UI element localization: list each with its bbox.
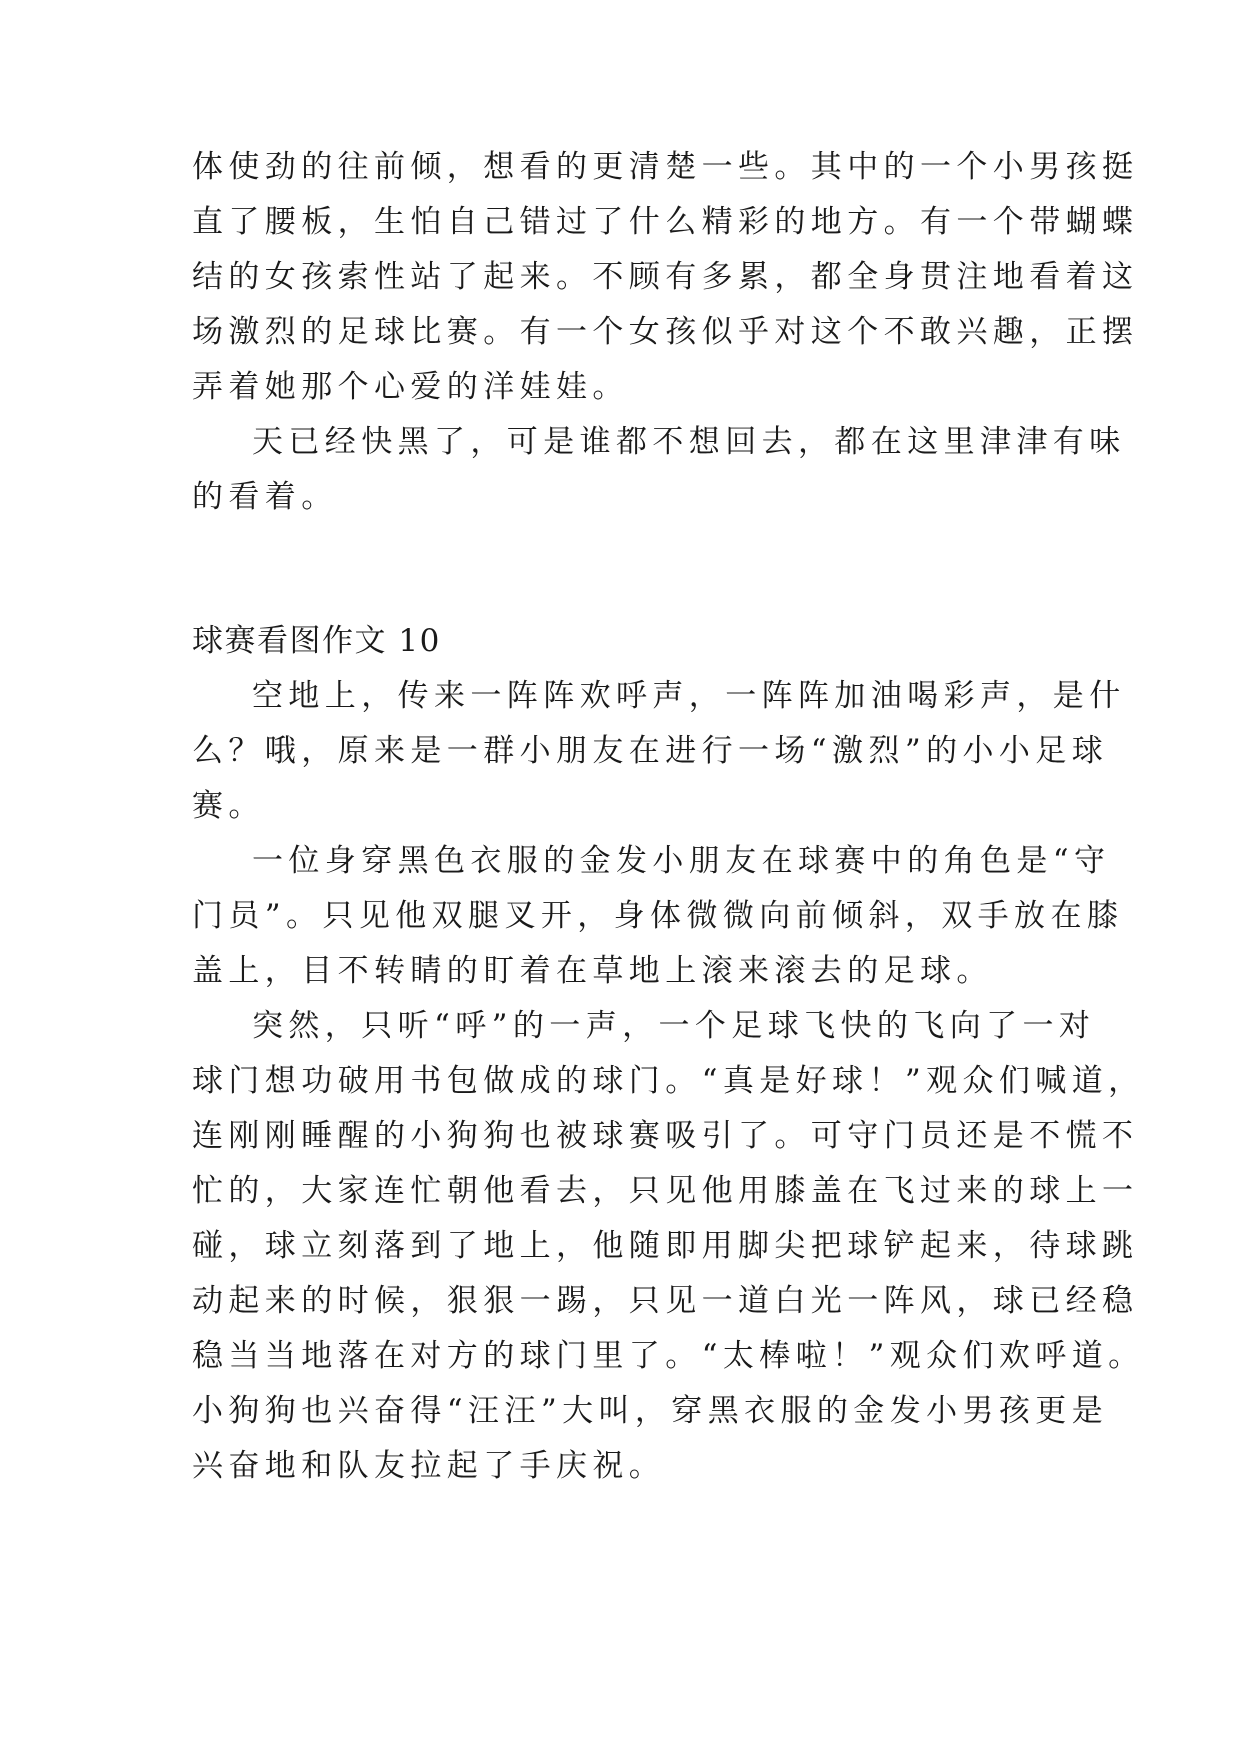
paragraph-line: 突然，只听“呼”的一声，一个足球飞快的飞向了一对 [252, 1008, 1096, 1044]
paragraph-line: 么？哦，原来是一群小朋友在进行一场“激烈”的小小足球 [192, 733, 1109, 769]
paragraph-line: 门员”。只见他双腿叉开，身体微微向前倾斜，双手放在膝 [192, 898, 1124, 934]
paragraph-line: 结的女孩索性站了起来。不顾有多累，都全身贯注地看着这 [192, 259, 1139, 295]
paragraph-line: 动起来的时候，狠狠一踢，只见一道白光一阵风，球已经稳 [192, 1283, 1139, 1319]
paragraph-line: 盖上，目不转睛的盯着在草地上滚来滚去的足球。 [192, 953, 993, 989]
paragraph-line: 场激烈的足球比赛。有一个女孩似乎对这个不敢兴趣，正摆 [192, 314, 1139, 350]
paragraph-line: 一位身穿黑色衣服的金发小朋友在球赛中的角色是“守 [252, 843, 1111, 879]
paragraph-line: 球门想功破用书包做成的球门。“真是好球！”观众们喊道， [192, 1063, 1145, 1099]
paragraph-line: 赛。 [192, 788, 265, 824]
section-heading: 球赛看图作文 10 [192, 623, 441, 659]
paragraph-line: 的看着。 [192, 479, 338, 515]
paragraph-line: 体使劲的往前倾，想看的更清楚一些。其中的一个小男孩挺 [192, 149, 1139, 185]
paragraph-line: 空地上，传来一阵阵欢呼声，一阵阵加油喝彩声，是什 [252, 678, 1126, 714]
paragraph-line: 兴奋地和队友拉起了手庆祝。 [192, 1448, 666, 1484]
paragraph-line: 直了腰板，生怕自己错过了什么精彩的地方。有一个带蝴蝶 [192, 204, 1139, 240]
paragraph-line: 忙的，大家连忙朝他看去，只见他用膝盖在飞过来的球上一 [192, 1173, 1139, 1209]
paragraph-line: 天已经快黑了，可是谁都不想回去，都在这里津津有味 [252, 424, 1126, 460]
paragraph-line: 碰，球立刻落到了地上，他随即用脚尖把球铲起来，待球跳 [192, 1228, 1139, 1264]
paragraph-line: 连刚刚睡醒的小狗狗也被球赛吸引了。可守门员还是不慌不 [192, 1118, 1139, 1154]
paragraph-line: 小狗狗也兴奋得“汪汪”大叫，穿黑衣服的金发小男孩更是 [192, 1393, 1109, 1429]
paragraph-line: 弄着她那个心爱的洋娃娃。 [192, 369, 629, 405]
paragraph-line: 稳当当地落在对方的球门里了。“太棒啦！”观众们欢呼道。 [192, 1338, 1145, 1374]
